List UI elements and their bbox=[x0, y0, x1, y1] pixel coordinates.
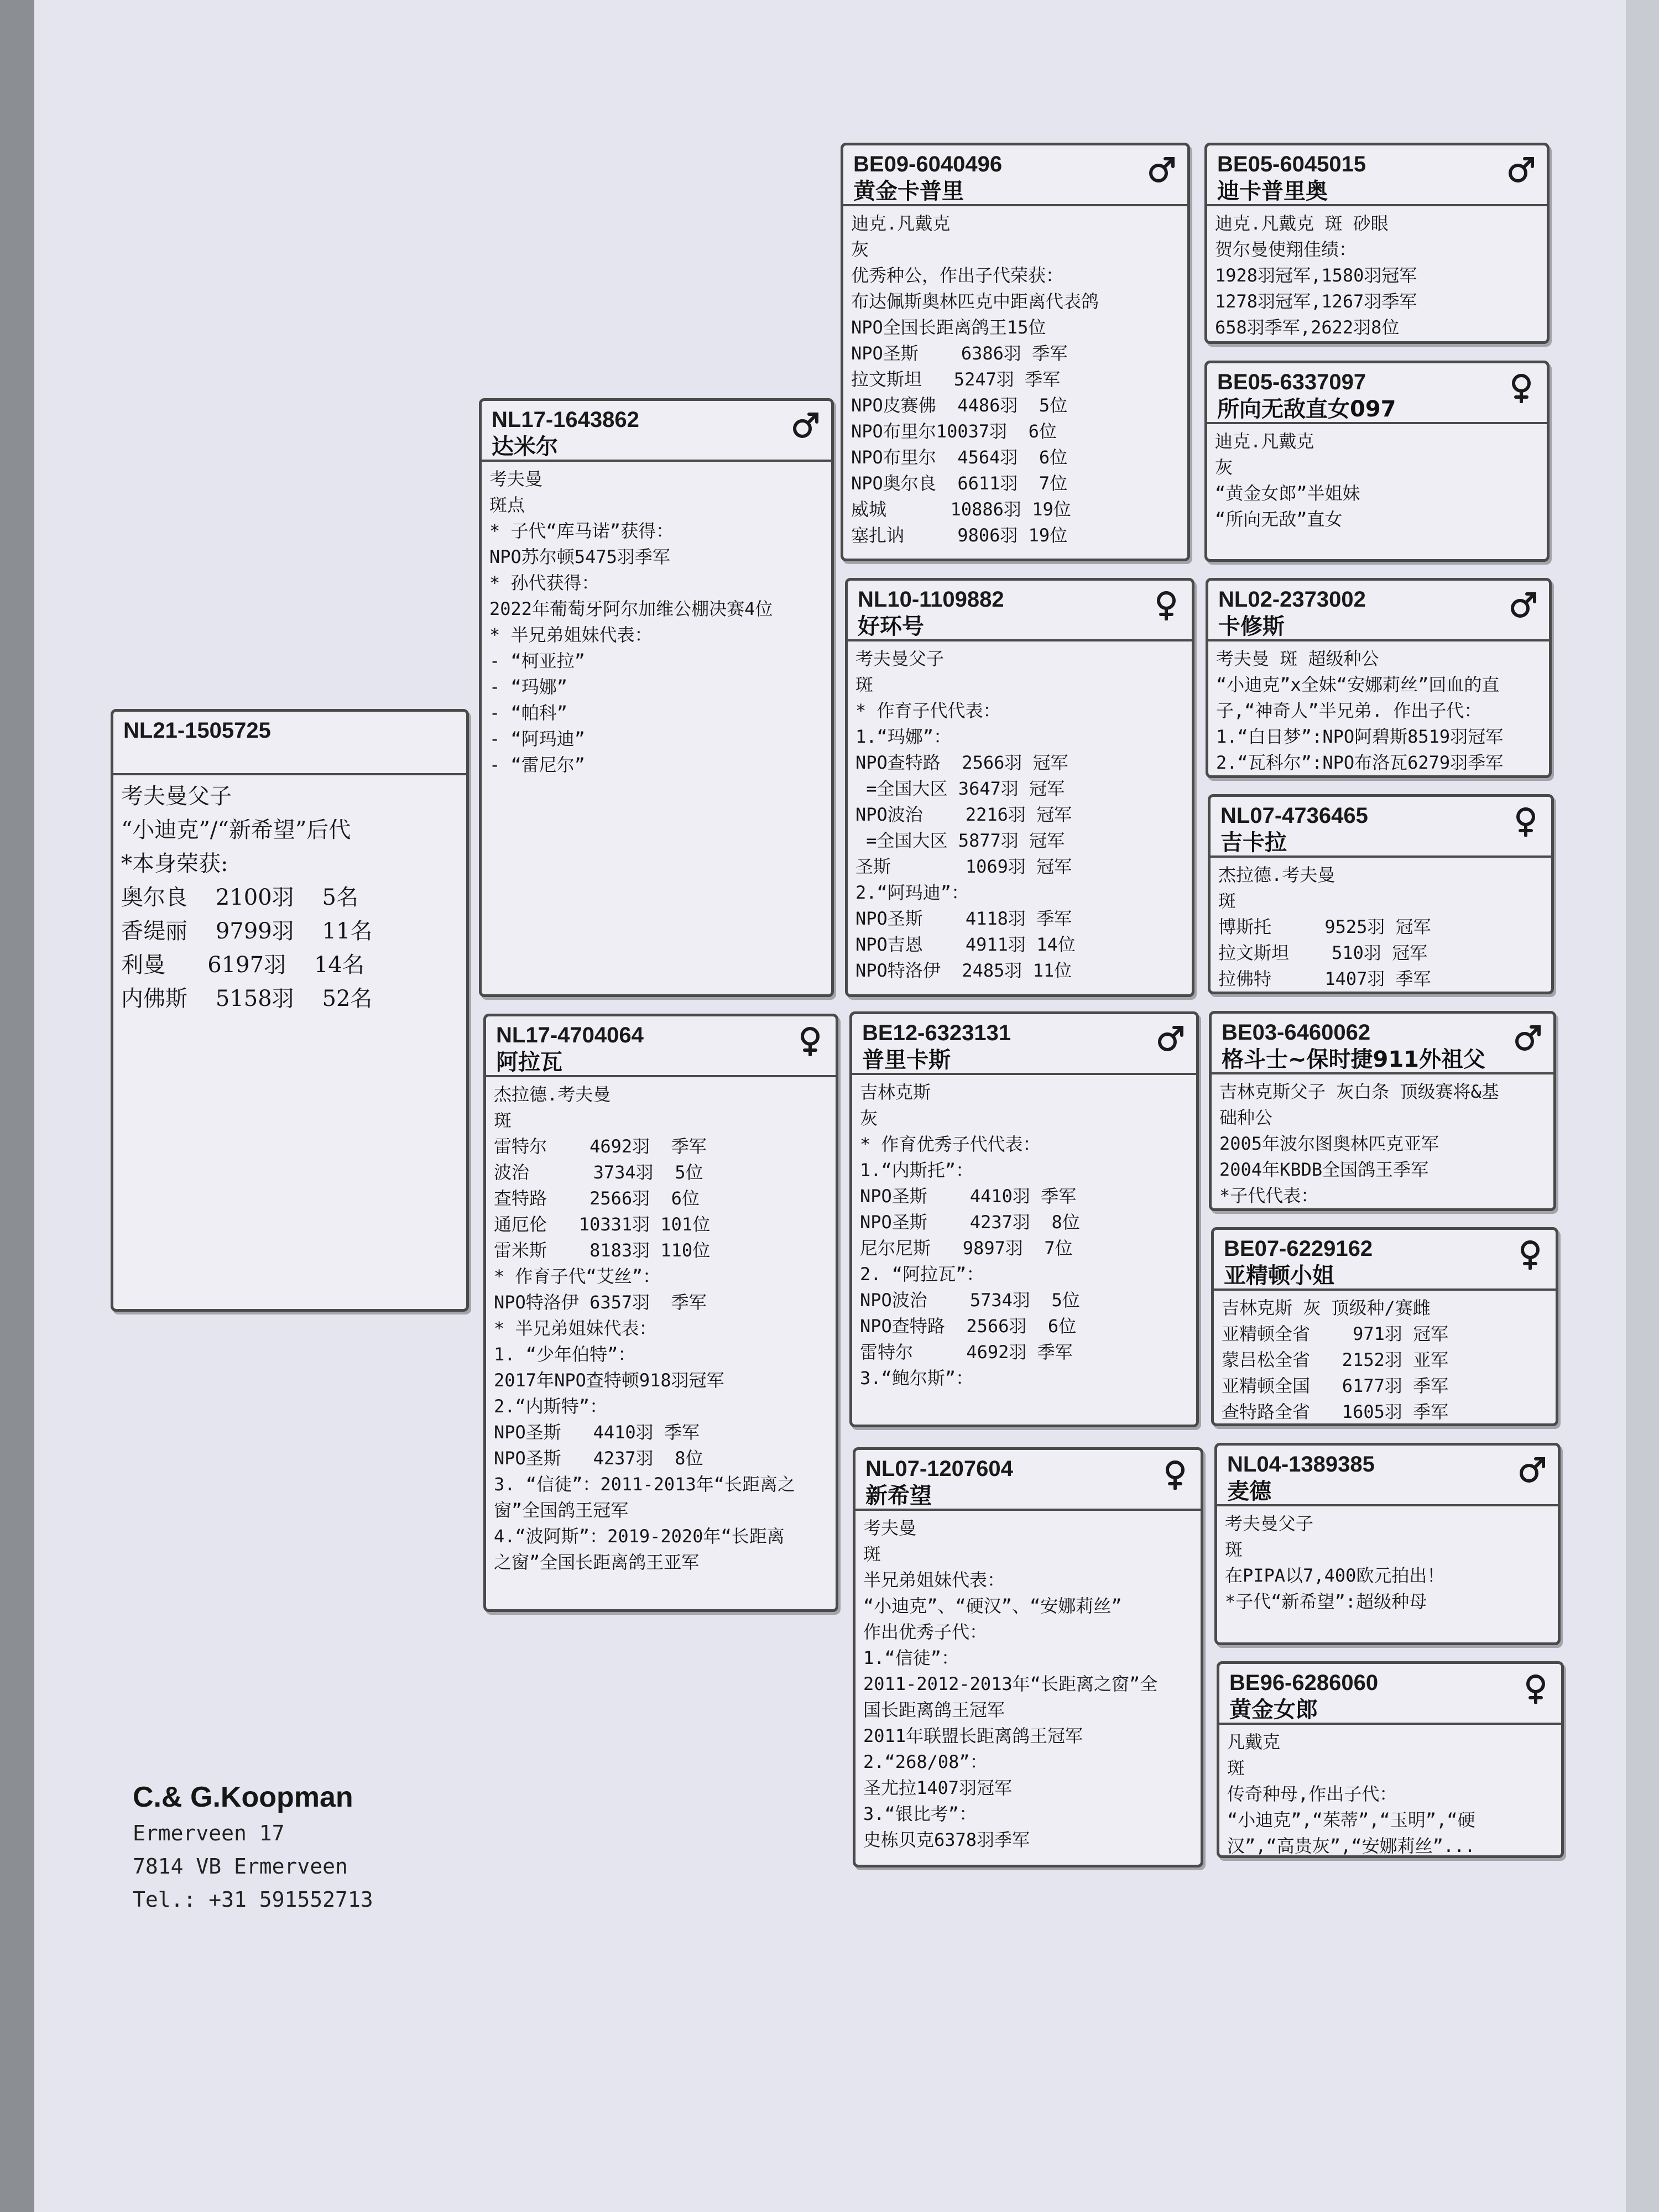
card-header bbox=[848, 581, 1192, 641]
info-line: 灰 bbox=[1215, 457, 1233, 478]
card-dd-sire bbox=[1214, 1443, 1561, 1645]
card-ss-dam bbox=[1204, 361, 1550, 562]
ring-number: NL21-1505725 bbox=[123, 718, 271, 743]
info-line: 圣尤拉1407羽冠军 bbox=[863, 1777, 1013, 1798]
info-line: NPO圣斯 4410羽 季军 bbox=[494, 1422, 700, 1443]
male-symbol-icon bbox=[1508, 589, 1539, 620]
ring-number: NL17-4704064 bbox=[496, 1023, 644, 1047]
info-line: NPO吉恩 4911羽 14位 bbox=[855, 934, 1076, 955]
info-line: 3. “信徒”：2011-2013年“长距离之 bbox=[494, 1474, 795, 1495]
info-line: 子,“神奇人”半兄弟. 作出子代： bbox=[1216, 700, 1482, 721]
info-line: 在PIPA以7,400欧元拍出！ bbox=[1225, 1565, 1445, 1586]
info-line: 2. “阿拉瓦”： bbox=[860, 1264, 984, 1285]
card-body bbox=[1217, 1506, 1558, 1619]
info-line: NPO圣斯 6386羽 季军 bbox=[851, 343, 1068, 364]
card-header bbox=[855, 1450, 1201, 1511]
info-line: 迪克.凡戴克 bbox=[1215, 431, 1314, 452]
info-line: 杰拉德.考夫曼 bbox=[494, 1084, 611, 1105]
info-line: 波治 3734羽 5位 bbox=[494, 1162, 703, 1183]
info-line: 查特路全省 1605羽 季军 bbox=[1222, 1401, 1449, 1422]
info-line: 圣斯 1069羽 冠军 bbox=[855, 856, 1072, 877]
male-symbol-icon bbox=[1155, 1023, 1186, 1054]
info-line: * 作育子代代表： bbox=[855, 700, 1001, 721]
ring-number: BE05-6045015 bbox=[1217, 152, 1366, 176]
female-symbol-icon bbox=[1515, 1239, 1546, 1270]
pigeon-name: 迪卡普里奥 bbox=[1217, 179, 1328, 204]
pigeon-name: 亚精顿小姐 bbox=[1224, 1263, 1334, 1288]
card-body bbox=[843, 206, 1187, 553]
info-line: “小迪克”、“硬汉”、“安娜莉丝” bbox=[863, 1595, 1122, 1616]
male-symbol-icon bbox=[1506, 154, 1537, 185]
info-line: 亚精顿全国 6177羽 季军 bbox=[1222, 1375, 1449, 1396]
info-line: *本身荣获: bbox=[121, 851, 228, 877]
info-line: 灰 bbox=[860, 1108, 878, 1129]
info-line: 2017年NPO查特顿918羽冠军 bbox=[494, 1370, 724, 1391]
card-dam-dam bbox=[853, 1447, 1203, 1867]
pigeon-name: 达米尔 bbox=[492, 434, 558, 460]
info-line: 吉林克斯 bbox=[860, 1082, 931, 1103]
ring-number: NL04-1389385 bbox=[1227, 1452, 1375, 1477]
pigeon-name: 普里卡斯 bbox=[862, 1047, 951, 1073]
info-line: 658羽季军,2622羽8位 bbox=[1215, 317, 1400, 338]
card-sire-dam bbox=[845, 578, 1194, 997]
info-line: * 作育子代“艾丝”： bbox=[494, 1266, 661, 1287]
info-line: 考夫曼父子 bbox=[1225, 1513, 1314, 1534]
card-sire-sire bbox=[841, 143, 1190, 561]
info-line: 1. “少年伯特”： bbox=[494, 1344, 636, 1365]
female-symbol-icon bbox=[1510, 806, 1541, 837]
info-line: NPO波治 2216羽 冠军 bbox=[855, 804, 1072, 825]
info-line: 1.“白日梦”:NPO阿碧斯8519羽冠军 bbox=[1216, 726, 1504, 747]
info-line: 斑 bbox=[1227, 1757, 1245, 1778]
info-line: 2004年KBDB全国鸽王季军 bbox=[1219, 1159, 1429, 1180]
card-sd-sire bbox=[1206, 578, 1552, 778]
info-line: 2022年葡萄牙阿尔加维公棚决赛4位 bbox=[489, 598, 773, 619]
card-header bbox=[1211, 797, 1551, 858]
male-symbol-icon bbox=[790, 410, 821, 441]
info-line: 2.“瓦科尔”:NPO布洛瓦6279羽季军 bbox=[1216, 752, 1504, 773]
info-line: =全国大区 3647羽 冠军 bbox=[855, 778, 1065, 799]
card-body bbox=[113, 775, 466, 1020]
ring-number: BE96-6286060 bbox=[1229, 1671, 1379, 1695]
info-line: 3.“银比考”： bbox=[863, 1803, 977, 1824]
male-symbol-icon bbox=[1517, 1454, 1548, 1485]
female-symbol-icon bbox=[1160, 1459, 1191, 1490]
male-symbol-icon bbox=[1512, 1022, 1543, 1053]
info-line: *子代“新希望”:超级种母 bbox=[1225, 1591, 1427, 1612]
ring-number: BE03-6460062 bbox=[1222, 1020, 1371, 1045]
info-line: 内佛斯 5158羽 52名 bbox=[121, 986, 373, 1011]
card-body bbox=[1211, 858, 1551, 994]
info-line: 2.“阿玛迪”： bbox=[855, 882, 969, 903]
info-line: 1.“玛娜”： bbox=[855, 726, 952, 747]
info-line: 考夫曼 斑 超级种公 bbox=[1216, 648, 1379, 669]
card-header bbox=[486, 1016, 836, 1077]
pigeon-name: 所向无敌直女097 bbox=[1217, 397, 1396, 422]
info-line: * 孙代获得： bbox=[489, 572, 599, 593]
info-line: 拉佛特 1407羽 季军 bbox=[1218, 968, 1431, 989]
breeder-address bbox=[133, 1778, 373, 1916]
male-symbol-icon bbox=[1146, 154, 1177, 185]
info-line: - “雷尼尔” bbox=[489, 754, 586, 775]
pigeon-name: 黄金卡普里 bbox=[853, 179, 964, 204]
info-line: NPO圣斯 4237羽 8位 bbox=[494, 1448, 703, 1469]
info-line: * 作育优秀子代代表： bbox=[860, 1134, 1041, 1155]
info-line: NPO布里尔 4564羽 6位 bbox=[851, 447, 1068, 468]
ring-number: NL02-2373002 bbox=[1218, 587, 1366, 612]
card-body bbox=[848, 641, 1192, 988]
info-line: NPO全国长距离鸽王15位 bbox=[851, 317, 1046, 338]
info-line: “小迪克”x全妹“安娜莉丝”回血的直 bbox=[1216, 674, 1500, 695]
address-city: 7814 VB Ermerveen bbox=[133, 1854, 348, 1879]
info-line: - “柯亚拉” bbox=[489, 650, 586, 671]
female-symbol-icon bbox=[1520, 1673, 1551, 1704]
info-line: 查特路 2566羽 6位 bbox=[494, 1188, 700, 1209]
info-line: * 半兄弟姐妹代表： bbox=[494, 1318, 657, 1339]
info-line: 迪克.凡戴克 斑 砂眼 bbox=[1215, 213, 1389, 234]
info-line: 4.“波阿斯”：2019-2020年“长距离 bbox=[494, 1526, 785, 1547]
info-line: 拉文斯坦 510羽 冠军 bbox=[1218, 942, 1428, 963]
info-line: 考夫曼父子 bbox=[855, 648, 945, 669]
info-line: 尼尔尼斯 9897羽 7位 bbox=[860, 1238, 1073, 1259]
info-line: 1278羽冠军,1267羽季军 bbox=[1215, 291, 1417, 312]
info-line: 雷特尔 4692羽 季军 bbox=[494, 1136, 707, 1157]
ring-number: NL07-1207604 bbox=[865, 1457, 1013, 1481]
info-line: NPO奥尔良 6611羽 7位 bbox=[851, 473, 1068, 494]
info-line: 吉林克斯 灰 顶级种/赛雌 bbox=[1222, 1297, 1431, 1318]
info-line: 雷特尔 4692羽 季军 bbox=[860, 1342, 1073, 1363]
info-line: NPO查特路 2566羽 冠军 bbox=[855, 752, 1068, 773]
info-line: * 子代“库马诺”获得： bbox=[489, 520, 674, 541]
info-line: 雷米斯 8183羽 110位 bbox=[494, 1240, 711, 1261]
ring-number: BE07-6229162 bbox=[1224, 1237, 1373, 1261]
info-line: 国长距离鸽王冠军 bbox=[863, 1699, 1005, 1720]
info-line: 1928羽冠军,1580羽冠军 bbox=[1215, 265, 1417, 286]
info-line: NPO苏尔顿5475羽季军 bbox=[489, 546, 670, 567]
info-line: NPO查特路 2566羽 6位 bbox=[860, 1316, 1077, 1337]
pigeon-name: 新希望 bbox=[865, 1483, 932, 1509]
ring-number: BE09-6040496 bbox=[853, 152, 1003, 176]
card-body bbox=[855, 1511, 1201, 1858]
info-line: 拉文斯坦 5247羽 季军 bbox=[851, 369, 1061, 390]
info-line: 吉林克斯父子 灰白条 顶级赛将&基 bbox=[1219, 1081, 1499, 1102]
pigeon-name: 好环号 bbox=[858, 614, 924, 639]
info-line: 考夫曼 bbox=[863, 1517, 917, 1538]
info-line: 斑 bbox=[1225, 1539, 1243, 1560]
ring-number: BE12-6323131 bbox=[862, 1021, 1011, 1045]
info-line: 考夫曼父子 bbox=[121, 784, 232, 809]
card-body bbox=[1212, 1074, 1553, 1211]
card-header bbox=[1207, 145, 1547, 206]
info-line: 作出优秀子代： bbox=[863, 1621, 988, 1642]
info-line: 优秀种公，作出子代荣获： bbox=[851, 265, 1064, 286]
info-line: 迪克.凡戴克 bbox=[851, 213, 951, 234]
card-header bbox=[1208, 581, 1549, 641]
info-line: 础种公 bbox=[1219, 1107, 1273, 1128]
female-symbol-icon bbox=[795, 1025, 826, 1056]
info-line: 斑 bbox=[855, 674, 874, 695]
info-line: 斑 bbox=[863, 1543, 881, 1564]
info-line: 2.“内斯特”： bbox=[494, 1396, 608, 1417]
info-line: * 半兄弟姐妹代表： bbox=[489, 624, 653, 645]
card-header bbox=[843, 145, 1187, 206]
info-line: 汉”,“高贵灰”,“安娜莉丝”... bbox=[1227, 1835, 1475, 1856]
pigeon-name: 麦德 bbox=[1227, 1479, 1271, 1504]
ring-number: BE05-6337097 bbox=[1217, 370, 1366, 394]
info-line: 2011-2012-2013年“长距离之窗”全 bbox=[863, 1673, 1158, 1694]
info-line: - “阿玛迪” bbox=[489, 728, 586, 749]
info-line: 史栋贝克6378羽季军 bbox=[863, 1829, 1030, 1850]
card-ds-sire bbox=[1209, 1011, 1556, 1211]
info-line: NPO皮赛佛 4486羽 5位 bbox=[851, 395, 1068, 416]
card-header bbox=[1217, 1446, 1558, 1506]
card-header bbox=[1214, 1230, 1556, 1291]
info-line: 奥尔良 2100羽 5名 bbox=[121, 885, 358, 910]
info-line: 斑 bbox=[1218, 890, 1237, 911]
pigeon-name: 阿拉瓦 bbox=[496, 1050, 562, 1075]
info-line: 1.“信徒”： bbox=[863, 1647, 959, 1668]
info-line: 3.“鲍尔斯”： bbox=[860, 1368, 974, 1389]
info-line: 亚精顿全省 971羽 冠军 bbox=[1222, 1323, 1449, 1344]
info-line: 蒙吕松全省 2152羽 亚军 bbox=[1222, 1349, 1449, 1370]
info-line: NPO圣斯 4118羽 季军 bbox=[855, 908, 1072, 929]
info-line: =全国大区 5877羽 冠军 bbox=[855, 830, 1065, 851]
info-line: 通厄伦 10331羽 101位 bbox=[494, 1214, 711, 1235]
card-body bbox=[1214, 1291, 1556, 1426]
female-symbol-icon bbox=[1151, 589, 1182, 620]
info-line: 香缇丽 9799羽 11名 bbox=[121, 919, 373, 944]
info-line: 传奇种母,作出子代： bbox=[1227, 1783, 1397, 1804]
breeder-name: C.& G.Koopman bbox=[133, 1781, 353, 1813]
info-line: 布达佩斯奥林匹克中距离代表鸽 bbox=[851, 291, 1099, 312]
info-line: “所向无敌”直女 bbox=[1215, 509, 1343, 530]
ring-number: NL07-4736465 bbox=[1220, 804, 1368, 828]
info-line: 贺尔曼使翔佳绩： bbox=[1215, 239, 1357, 260]
card-dam-sire bbox=[849, 1011, 1199, 1427]
pigeon-name: 格斗士~保时捷911外祖父 bbox=[1222, 1047, 1486, 1072]
card-sire bbox=[479, 398, 834, 997]
info-line: - “玛娜” bbox=[489, 676, 568, 697]
info-line: “小迪克”,“茱蒂”,“玉明”,“硬 bbox=[1227, 1809, 1475, 1830]
female-symbol-icon bbox=[1506, 372, 1537, 403]
card-dd-dam bbox=[1217, 1661, 1564, 1858]
card-ss-sire bbox=[1204, 143, 1550, 344]
card-body bbox=[1207, 206, 1547, 344]
card-body bbox=[1208, 641, 1549, 778]
address-street: Ermerveen 17 bbox=[133, 1821, 285, 1845]
card-dam bbox=[483, 1014, 838, 1612]
info-line: NPO特洛伊 2485羽 11位 bbox=[855, 960, 1072, 981]
card-header bbox=[1212, 1014, 1553, 1074]
info-line: 2.“268/08”： bbox=[863, 1751, 988, 1772]
info-line: 半兄弟姐妹代表： bbox=[863, 1569, 1005, 1590]
info-line: 斑 bbox=[494, 1110, 512, 1131]
info-line: 威城 10886羽 19位 bbox=[851, 499, 1071, 520]
info-line: 2005年波尔图奥林匹克亚军 bbox=[1219, 1133, 1439, 1154]
card-subject bbox=[111, 709, 469, 1312]
pigeon-name: 黄金女郎 bbox=[1229, 1697, 1318, 1723]
card-header bbox=[1207, 363, 1547, 424]
card-header bbox=[852, 1014, 1196, 1075]
card-body bbox=[1207, 424, 1547, 537]
info-line: 杰拉德.考夫曼 bbox=[1218, 864, 1335, 885]
card-ds-dam bbox=[1211, 1227, 1558, 1426]
info-line: 1.“内斯托”： bbox=[860, 1160, 974, 1181]
ring-number: NL17-1643862 bbox=[492, 408, 639, 432]
info-line: - “帕科” bbox=[489, 702, 568, 723]
card-sd-dam bbox=[1208, 794, 1554, 994]
info-line: 之窗”全国长距离鸽王亚军 bbox=[494, 1552, 700, 1573]
pigeon-name: 卡修斯 bbox=[1218, 614, 1285, 639]
info-line: 塞扎讷 9806羽 19位 bbox=[851, 525, 1068, 546]
address-phone: Tel.: +31 591552713 bbox=[133, 1887, 373, 1912]
info-line: 斑点 bbox=[489, 494, 525, 515]
info-line: 博斯托 9525羽 冠军 bbox=[1218, 916, 1431, 937]
pigeon-name: 吉卡拉 bbox=[1220, 830, 1287, 855]
card-body bbox=[1219, 1725, 1561, 1858]
card-body bbox=[852, 1075, 1196, 1396]
card-header bbox=[482, 401, 831, 462]
info-line: 考夫曼 bbox=[489, 468, 543, 489]
info-line: NPO特洛伊 6357羽 季军 bbox=[494, 1292, 707, 1313]
info-line: “黄金女郎”半姐妹 bbox=[1215, 483, 1360, 504]
info-line: 窗”全国鸽王冠军 bbox=[494, 1500, 629, 1521]
info-line: “小迪克”/“新希望”后代 bbox=[121, 817, 351, 843]
info-line: 灰 bbox=[851, 239, 869, 260]
card-header bbox=[1219, 1664, 1561, 1725]
info-line: NPO圣斯 4410羽 季军 bbox=[860, 1186, 1077, 1207]
ring-number: NL10-1109882 bbox=[858, 587, 1004, 612]
info-line: *子代代表： bbox=[1219, 1185, 1319, 1206]
info-line: 利曼 6197羽 14名 bbox=[121, 952, 364, 978]
info-line: NPO布里尔10037羽 6位 bbox=[851, 421, 1057, 442]
card-header bbox=[113, 712, 466, 775]
info-line: 凡戴克 bbox=[1227, 1731, 1281, 1752]
info-line: 2011年联盟长距离鸽王冠军 bbox=[863, 1725, 1083, 1746]
card-body bbox=[486, 1077, 836, 1580]
card-body bbox=[482, 462, 831, 782]
info-line: NPO圣斯 4237羽 8位 bbox=[860, 1212, 1080, 1233]
info-line: NPO波治 5734羽 5位 bbox=[860, 1290, 1080, 1311]
